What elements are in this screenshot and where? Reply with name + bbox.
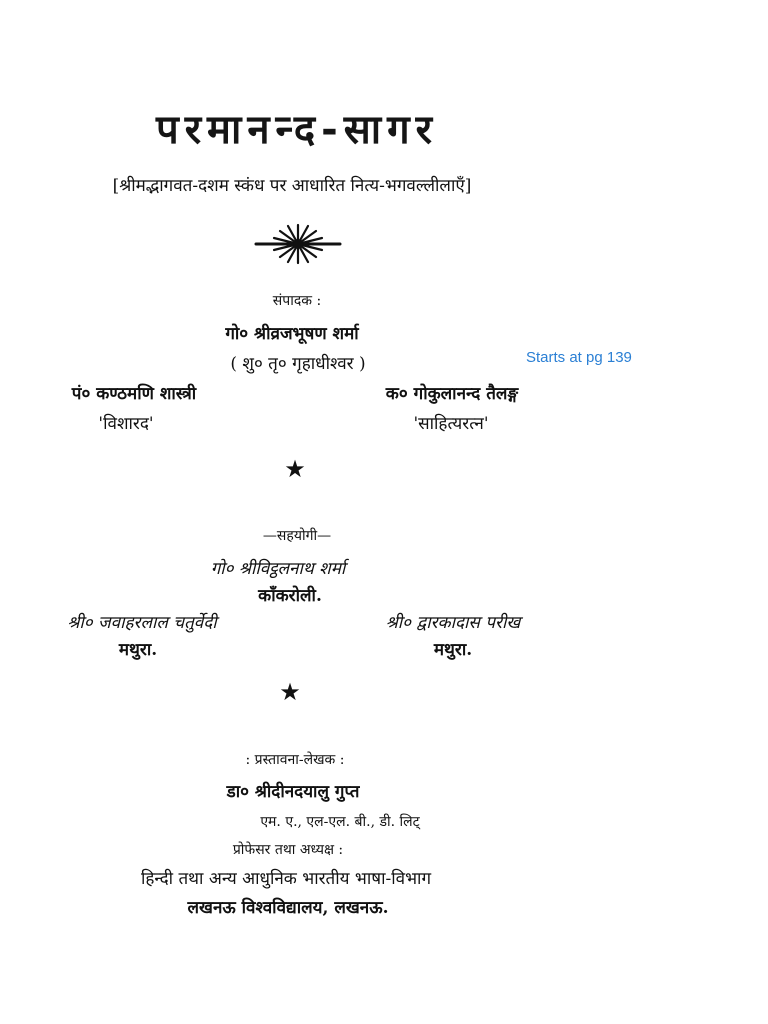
preface-author-name: डा० श्रीदीनदयालु गुप्त: [226, 782, 360, 802]
collaborator-right-place: मथुरा.: [433, 640, 473, 660]
preface-author-position: प्रोफेसर तथा अध्यक्ष :: [232, 842, 344, 858]
preface-department: हिन्दी तथा अन्य आधुनिक भारतीय भाषा-विभाग: [140, 869, 432, 889]
editor-left-name: पं० कण्ठमणि शास्त्री: [71, 384, 197, 404]
editor-left-title: 'विशारद': [98, 414, 154, 434]
chief-editor-name: गो० श्रीव्रजभूषण शर्मा: [225, 324, 359, 344]
collaborator-main-name: गो० श्रीविट्ठलनाथ शर्मा: [210, 559, 346, 579]
editors-label: संपादक :: [272, 293, 322, 309]
collaborator-main-place: काँकरोली.: [258, 586, 322, 606]
editor-right-title: 'साहित्यरत्न': [413, 414, 489, 434]
collaborator-left-place: मथुरा.: [118, 640, 158, 660]
preface-university: लखनऊ विश्वविद्यालय, लखनऊ.: [187, 898, 389, 918]
preface-label: : प्रस्तावना-लेखक :: [245, 752, 345, 768]
star-divider-icon: ★: [279, 678, 301, 706]
editor-right-name: क० गोकुलानन्द तैलङ्ग: [385, 384, 519, 404]
collaborator-right-name: श्री० द्वारकादास परीख: [385, 613, 521, 633]
star-divider-icon: ★: [284, 455, 306, 483]
collaborators-label: —सहयोगी—: [262, 528, 332, 544]
chief-editor-title: ( शु० तृ० गृहाधीश्वर ): [230, 354, 366, 374]
page-note: Starts at pg 139: [526, 349, 632, 366]
preface-author-degrees: एम. ए., एल-एल. बी., डी. लिट्: [260, 814, 420, 830]
book-title: परमानन्द-सागर: [155, 107, 439, 153]
sunburst-ornament-icon: [252, 222, 344, 266]
book-subtitle: [श्रीमद्भागवत-दशम स्कंध पर आधारित नित्य-भगवल्लीलाएँ]: [112, 176, 472, 196]
collaborator-left-name: श्री० जवाहरलाल चतुर्वेदी: [67, 613, 217, 633]
